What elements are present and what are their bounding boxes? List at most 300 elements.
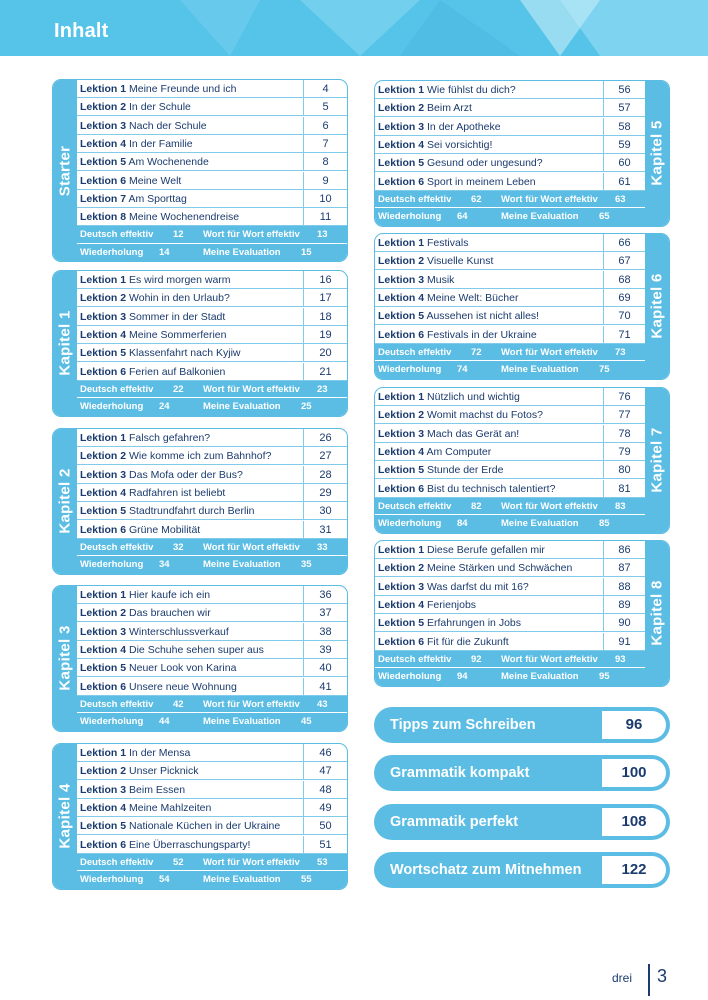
lesson-name: Meine Stärken und Schwächen [427, 562, 573, 575]
wfw-label: Wort für Wort effektiv [203, 698, 300, 710]
lesson-row[interactable] [375, 425, 645, 443]
lesson-number: Lektion 2 [80, 607, 127, 620]
lesson-title [378, 326, 537, 344]
lesson-page: 60 [603, 154, 645, 172]
lesson-name: Das brauchen wir [129, 607, 211, 620]
wiederholung-row[interactable] [77, 713, 347, 731]
lesson-row[interactable] [77, 429, 347, 447]
wfw-label: Wort für Wort effektiv [203, 856, 300, 868]
deutsch-page: 52 [173, 856, 184, 868]
lesson-row[interactable] [77, 344, 347, 362]
wiederholung-page: 84 [457, 518, 468, 530]
lesson-title [378, 480, 555, 498]
lesson-page: 19 [303, 326, 347, 344]
wfw-label: Wort für Wort effektiv [203, 541, 300, 553]
lesson-title [378, 289, 518, 307]
lesson-row[interactable] [77, 781, 347, 799]
lesson-page: 71 [603, 326, 645, 344]
deutsch-effektiv-row[interactable] [77, 854, 347, 872]
lesson-page: 39 [303, 641, 347, 659]
lesson-title [378, 154, 543, 172]
chapter-tab [53, 744, 77, 889]
lesson-number: Lektion 6 [80, 174, 127, 187]
lesson-row[interactable] [375, 271, 645, 289]
lesson-number: Lektion 6 [378, 175, 425, 188]
wiederholung-label: Wiederholung [80, 559, 144, 571]
evaluation-page: 55 [301, 874, 312, 886]
lesson-title [80, 502, 255, 520]
wiederholung-page: 14 [159, 246, 170, 258]
lesson-number: Lektion 4 [80, 801, 127, 814]
lesson-title [378, 234, 468, 252]
evaluation-page: 85 [599, 518, 610, 530]
lesson-row[interactable] [77, 135, 347, 153]
lesson-title [80, 678, 237, 696]
lesson-title [80, 659, 236, 677]
extra-section-page: 100 [602, 759, 666, 787]
lesson-page: 50 [303, 817, 347, 835]
wiederholung-page: 44 [159, 716, 170, 728]
lesson-row[interactable] [77, 98, 347, 116]
lesson-page: 9 [303, 172, 347, 190]
lesson-row[interactable] [375, 614, 645, 632]
deutsch-page: 12 [173, 229, 184, 241]
lesson-row[interactable] [375, 289, 645, 307]
lesson-page: 48 [303, 781, 347, 799]
wiederholung-label: Wiederholung [80, 401, 144, 413]
lesson-row[interactable] [77, 363, 347, 381]
lesson-row[interactable] [375, 443, 645, 461]
lesson-row[interactable] [77, 817, 347, 835]
lesson-row[interactable] [77, 836, 347, 854]
lesson-page: 36 [303, 586, 347, 604]
lesson-number: Lektion 4 [378, 291, 425, 304]
deutsch-effektiv-row[interactable] [77, 381, 347, 399]
wfw-page: 83 [615, 500, 626, 512]
lesson-name: Festivals [427, 237, 469, 249]
wfw-label: Wort für Wort effektiv [203, 383, 300, 395]
evaluation-page: 75 [599, 364, 610, 376]
lesson-number: Lektion 2 [378, 255, 425, 268]
deutsch-effektiv-row[interactable] [375, 191, 645, 209]
lesson-number: Lektion 6 [80, 523, 127, 536]
lesson-row[interactable] [375, 388, 645, 406]
lesson-row[interactable] [375, 118, 645, 136]
lesson-row[interactable] [77, 172, 347, 190]
lesson-number: Lektion 2 [80, 765, 127, 778]
lesson-name: Wie fühlst du dich? [427, 84, 516, 96]
lesson-row[interactable] [77, 521, 347, 539]
lesson-row[interactable] [77, 641, 347, 659]
lesson-title [378, 406, 543, 424]
wiederholung-row[interactable] [77, 556, 347, 574]
lesson-title [80, 289, 230, 307]
evaluation-label: Meine Evaluation [203, 401, 281, 413]
lesson-page: 86 [603, 541, 645, 559]
lesson-number: Lektion 2 [378, 409, 425, 422]
lesson-row[interactable] [375, 234, 645, 252]
chapter-label: Kapitel 1 [56, 310, 74, 377]
deutsch-label: Deutsch effektiv [80, 698, 154, 710]
lesson-row[interactable] [375, 578, 645, 596]
footer-divider [648, 964, 650, 996]
lesson-number: Lektion 6 [80, 365, 127, 378]
toc-card-starter [52, 79, 348, 262]
lesson-number: Lektion 3 [378, 120, 425, 133]
lesson-page: 8 [303, 153, 347, 171]
lesson-name: Falsch gefahren? [129, 432, 211, 444]
extra-section-page: 122 [602, 856, 666, 884]
lesson-name: Am Sporttag [128, 192, 187, 205]
lesson-page: 46 [303, 744, 347, 762]
wiederholung-label: Wiederholung [80, 716, 144, 728]
chapter-lessons [77, 271, 347, 416]
lesson-row[interactable] [77, 604, 347, 622]
lesson-row[interactable] [77, 190, 347, 208]
lesson-title [80, 817, 280, 835]
lesson-name: Festivals in der Ukraine [427, 328, 537, 341]
lesson-name: Meine Wochenendreise [129, 211, 240, 224]
deutsch-effektiv-row[interactable] [375, 498, 645, 516]
lesson-row[interactable] [375, 559, 645, 577]
lesson-name: Diese Berufe gefallen mir [427, 544, 545, 556]
wfw-label: Wort für Wort effektiv [501, 500, 598, 512]
extra-section-label: Wortschatz zum Mitnehmen [390, 862, 582, 878]
lesson-row[interactable] [77, 659, 347, 677]
lesson-name: Was darfst du mit 16? [427, 580, 529, 593]
extra-section-label: Grammatik perfekt [390, 814, 519, 830]
lesson-row[interactable] [77, 289, 347, 307]
lesson-row[interactable] [77, 326, 347, 344]
lesson-name: Meine Freunde und ich [129, 83, 237, 95]
lesson-page: 56 [603, 81, 645, 99]
wiederholung-row[interactable] [375, 668, 645, 686]
lesson-title [378, 614, 521, 632]
lesson-page: 70 [603, 307, 645, 325]
lesson-row[interactable] [375, 154, 645, 172]
wfw-page: 63 [615, 193, 626, 205]
lesson-row[interactable] [77, 308, 347, 326]
lesson-page: 78 [603, 425, 645, 443]
lesson-number: Lektion 1 [378, 391, 425, 403]
lesson-row[interactable] [77, 799, 347, 817]
lesson-number: Lektion 1 [80, 589, 127, 601]
lesson-name: Neuer Look von Karina [129, 662, 237, 675]
lesson-row[interactable] [375, 326, 645, 344]
lesson-number: Lektion 2 [378, 562, 425, 575]
deutsch-effektiv-row[interactable] [77, 696, 347, 714]
lesson-name: Es wird morgen warm [129, 274, 231, 286]
lesson-page: 7 [303, 135, 347, 153]
lesson-title [80, 521, 200, 539]
lesson-row[interactable] [375, 541, 645, 559]
chapter-label: Kapitel 6 [648, 273, 666, 340]
lesson-page: 20 [303, 344, 347, 362]
chapter-label: Kapitel 3 [56, 625, 74, 692]
lesson-number: Lektion 3 [378, 427, 425, 440]
wiederholung-row[interactable] [375, 361, 645, 379]
lesson-name: Sommer in der Stadt [129, 310, 226, 323]
extra-section-page: 96 [602, 711, 666, 739]
lesson-name: Unsere neue Wohnung [129, 680, 237, 693]
lesson-row[interactable] [77, 502, 347, 520]
lesson-number: Lektion 5 [378, 464, 425, 477]
lesson-title [80, 117, 207, 135]
lesson-row[interactable] [77, 80, 347, 98]
lesson-page: 76 [603, 388, 645, 406]
evaluation-page: 45 [301, 716, 312, 728]
lesson-title [80, 604, 211, 622]
lesson-number: Lektion 1 [378, 544, 425, 556]
chapter-lessons [77, 429, 347, 574]
lesson-row[interactable] [77, 762, 347, 780]
lesson-number: Lektion 5 [378, 617, 425, 630]
lesson-number: Lektion 4 [378, 598, 425, 611]
evaluation-label: Meine Evaluation [501, 671, 579, 683]
evaluation-page: 95 [599, 671, 610, 683]
lesson-title [378, 99, 472, 117]
lesson-title [378, 425, 519, 443]
lesson-title [378, 596, 476, 614]
chapter-lessons [77, 80, 347, 261]
lesson-name: Nach der Schule [129, 119, 207, 132]
lesson-name: Visuelle Kunst [427, 255, 494, 268]
lesson-title [378, 633, 509, 651]
lesson-number: Lektion 3 [80, 119, 127, 132]
lesson-name: Meine Welt [129, 174, 182, 187]
deutsch-page: 32 [173, 541, 184, 553]
lesson-row[interactable] [375, 406, 645, 424]
lesson-row[interactable] [77, 447, 347, 465]
lesson-page: 57 [603, 99, 645, 117]
lesson-name: Nützlich und wichtig [427, 391, 520, 403]
lesson-title [378, 118, 501, 136]
lesson-number: Lektion 6 [378, 635, 425, 648]
lesson-title [80, 762, 198, 780]
chapter-label: Kapitel 4 [56, 783, 74, 850]
lesson-page: 37 [303, 604, 347, 622]
lesson-row[interactable] [77, 484, 347, 502]
lesson-page: 77 [603, 406, 645, 424]
evaluation-label: Meine Evaluation [203, 246, 281, 258]
lesson-page: 6 [303, 117, 347, 135]
wiederholung-row[interactable] [77, 871, 347, 889]
lesson-number: Lektion 3 [378, 273, 425, 286]
lesson-title [80, 484, 225, 502]
lesson-name: Radfahren ist beliebt [129, 486, 226, 499]
lesson-name: Grüne Mobilität [129, 523, 201, 536]
lesson-page: 21 [303, 363, 347, 381]
lesson-title [378, 252, 493, 270]
deutsch-page: 92 [471, 653, 482, 665]
lesson-name: Ferien auf Balkonien [129, 365, 226, 378]
lesson-number: Lektion 2 [80, 450, 127, 463]
wiederholung-row[interactable] [77, 398, 347, 416]
deutsch-effektiv-row[interactable] [375, 651, 645, 669]
lesson-name: Nationale Küchen in der Ukraine [129, 820, 281, 833]
lesson-name: Musik [427, 273, 455, 286]
lesson-number: Lektion 5 [378, 157, 425, 170]
lesson-title [80, 836, 250, 854]
toc-card-kapitel-4 [52, 743, 348, 890]
lesson-page: 58 [603, 118, 645, 136]
lesson-page: 81 [603, 480, 645, 498]
page-number: 3 [657, 966, 668, 986]
wfw-label: Wort für Wort effektiv [501, 653, 598, 665]
deutsch-effektiv-row[interactable] [77, 539, 347, 557]
lesson-title [378, 461, 503, 479]
lesson-number: Lektion 5 [80, 347, 127, 360]
lesson-number: Lektion 8 [80, 211, 127, 224]
toc-card-kapitel-3 [52, 585, 348, 732]
lesson-number: Lektion 1 [80, 747, 127, 759]
lesson-name: Die Schuhe sehen super aus [129, 643, 264, 656]
wiederholung-page: 74 [457, 364, 468, 376]
lesson-title [80, 208, 239, 226]
wiederholung-row[interactable] [375, 208, 645, 226]
lesson-number: Lektion 3 [80, 783, 127, 796]
lesson-number: Lektion 5 [378, 310, 425, 323]
evaluation-label: Meine Evaluation [203, 559, 281, 571]
lesson-row[interactable] [375, 461, 645, 479]
wiederholung-label: Wiederholung [378, 671, 442, 683]
lesson-number: Lektion 4 [80, 328, 127, 341]
lesson-page: 31 [303, 521, 347, 539]
wiederholung-page: 54 [159, 874, 170, 886]
lesson-name: Das Mofa oder der Bus? [129, 468, 243, 481]
lesson-number: Lektion 6 [378, 328, 425, 341]
lesson-title [80, 190, 187, 208]
lesson-name: Erfahrungen in Jobs [427, 617, 521, 630]
lesson-number: Lektion 1 [80, 83, 127, 95]
lesson-number: Lektion 6 [378, 482, 425, 495]
lesson-number: Lektion 4 [378, 445, 425, 458]
lesson-number: Lektion 7 [80, 192, 127, 205]
wfw-label: Wort für Wort effektiv [501, 346, 598, 358]
lesson-row[interactable] [375, 633, 645, 651]
lesson-row[interactable] [77, 678, 347, 696]
deutsch-label: Deutsch effektiv [80, 856, 154, 868]
lesson-title [378, 559, 572, 577]
lesson-page: 89 [603, 596, 645, 614]
wiederholung-label: Wiederholung [378, 364, 442, 376]
lesson-title [378, 443, 491, 461]
lesson-row[interactable] [77, 271, 347, 289]
lesson-row[interactable] [375, 173, 645, 191]
lesson-page: 11 [303, 208, 347, 226]
lesson-name: Womit machst du Fotos? [427, 409, 543, 422]
lesson-number: Lektion 6 [80, 680, 127, 693]
chapter-tab [53, 80, 77, 261]
lesson-name: In der Familie [129, 137, 193, 150]
deutsch-effektiv-row[interactable] [375, 344, 645, 362]
lesson-page: 17 [303, 289, 347, 307]
lesson-number: Lektion 5 [80, 820, 127, 833]
evaluation-label: Meine Evaluation [501, 364, 579, 376]
wfw-page: 53 [317, 856, 328, 868]
wiederholung-row[interactable] [77, 244, 347, 262]
lesson-row[interactable] [375, 252, 645, 270]
lesson-number: Lektion 2 [80, 292, 127, 305]
page-word: drei [612, 971, 633, 985]
extra-section-label: Tipps zum Schreiben [390, 717, 536, 733]
chapter-label: Kapitel 5 [648, 120, 666, 187]
extra-section-item[interactable] [374, 707, 670, 743]
lesson-row[interactable] [77, 208, 347, 226]
lesson-name: Meine Sommerferien [129, 328, 227, 341]
lesson-row[interactable] [375, 307, 645, 325]
lesson-name: Stadtrundfahrt durch Berlin [129, 505, 255, 518]
lesson-row[interactable] [77, 586, 347, 604]
lesson-row[interactable] [375, 99, 645, 117]
wiederholung-row[interactable] [375, 515, 645, 533]
lesson-title [80, 98, 191, 116]
lesson-row[interactable] [375, 596, 645, 614]
lesson-name: In der Mensa [129, 747, 191, 759]
lesson-row[interactable] [77, 466, 347, 484]
chapter-tab [645, 388, 669, 533]
extra-section-item[interactable] [374, 852, 670, 888]
lesson-name: Am Wochenende [128, 156, 209, 169]
deutsch-label: Deutsch effektiv [80, 383, 154, 395]
lesson-name: Ferienjobs [427, 598, 477, 611]
extra-section-item[interactable] [374, 804, 670, 840]
lesson-name: Fit für die Zukunft [427, 635, 509, 648]
wfw-page: 73 [615, 346, 626, 358]
lesson-title [80, 326, 226, 344]
chapter-lessons [375, 541, 645, 686]
wfw-page: 23 [317, 383, 328, 395]
extra-section-item[interactable] [374, 755, 670, 791]
lesson-number: Lektion 4 [80, 137, 127, 150]
lesson-page: 29 [303, 484, 347, 502]
lesson-title [378, 136, 492, 154]
extra-section-label: Grammatik kompakt [390, 765, 530, 781]
chapter-lessons [375, 388, 645, 533]
lesson-page: 28 [303, 466, 347, 484]
lesson-number: Lektion 1 [378, 84, 425, 96]
lesson-page: 26 [303, 429, 347, 447]
deutsch-page: 62 [471, 193, 482, 205]
lesson-title [80, 344, 241, 362]
lesson-row[interactable] [77, 153, 347, 171]
lesson-name: Hier kaufe ich ein [129, 589, 211, 601]
lesson-row[interactable] [375, 81, 645, 99]
lesson-name: Stunde der Erde [427, 464, 504, 477]
toc-card-kapitel-5 [374, 80, 670, 227]
lesson-row[interactable] [375, 480, 645, 498]
lesson-name: Mach das Gerät an! [427, 427, 520, 440]
lesson-row[interactable] [375, 136, 645, 154]
chapter-lessons [375, 234, 645, 379]
deutsch-effektiv-row[interactable] [77, 226, 347, 244]
wiederholung-label: Wiederholung [378, 518, 442, 530]
lesson-row[interactable] [77, 744, 347, 762]
wfw-page: 33 [317, 541, 328, 553]
chapter-label: Kapitel 2 [56, 468, 74, 535]
lesson-row[interactable] [77, 623, 347, 641]
lesson-page: 80 [603, 461, 645, 479]
lesson-title [80, 641, 264, 659]
toc-card-kapitel-7 [374, 387, 670, 534]
evaluation-label: Meine Evaluation [203, 716, 281, 728]
lesson-page: 67 [603, 252, 645, 270]
chapter-lessons [375, 81, 645, 226]
lesson-name: Beim Essen [129, 783, 186, 796]
toc-card-kapitel-8 [374, 540, 670, 687]
deutsch-label: Deutsch effektiv [378, 193, 452, 205]
lesson-row[interactable] [77, 117, 347, 135]
